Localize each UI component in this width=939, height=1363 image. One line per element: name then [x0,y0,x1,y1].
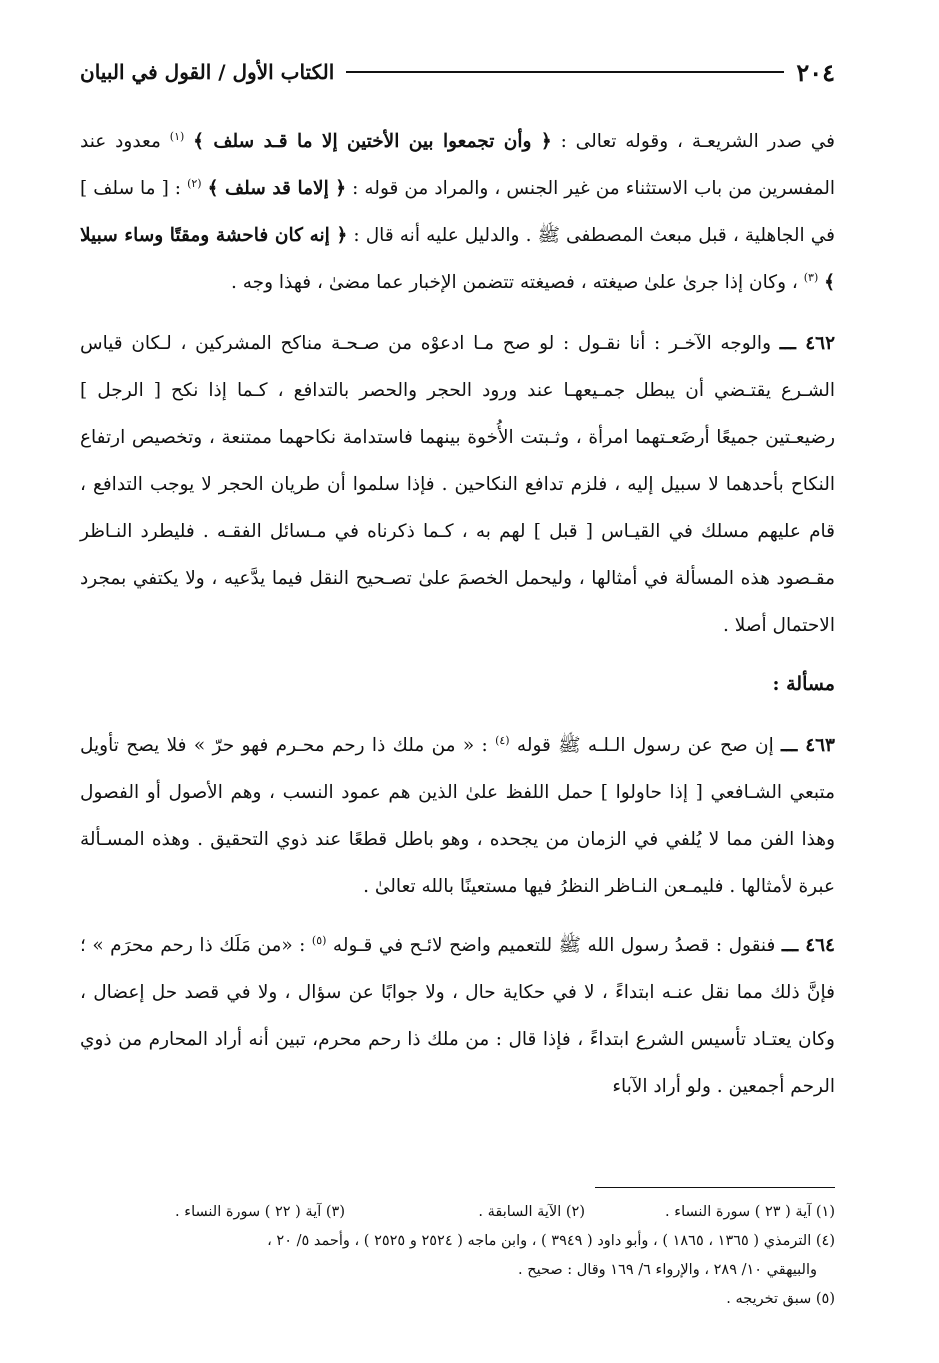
main-text [80,118,835,1122]
quran-verse: ﴿ إنه كان فاحشة ومقتًا وساء سبيلا ﴾ [80,225,835,293]
footnote-ref: (١) [169,129,185,143]
text-segment: معدود عند المفسرين من باب الاستثناء من غير الجنس ، والمراد من قوله : [80,131,835,199]
text-segment: فنقول : قصدُ رسول الله ﷺ للتعميم واضح لائـح في قـوله [332,935,776,956]
page-number: ٢٠٤ [796,57,835,87]
text-segment: في صدر الشريعـة ، وقوله تعالى : [560,131,836,152]
paragraph-463 [80,722,835,910]
footnote-ref: (٤) [495,733,510,747]
paragraph-462 [80,320,835,649]
footnote-ref: (٥) [311,933,327,947]
footnote-ref: (٣) [803,270,819,284]
header-rule [346,71,784,73]
footnote-4: (٤) الترمذي ( ١٣٦٥ ، ١٨٦٥ ) ، وأبو داود ( ٣٩٤٩ ) ، وابن ماجه ( ٢٥٢٤ و ٢٥٢٥ ) ، وأحمد ٥/ ٢٠ ، [267,1233,835,1249]
quran-verse: ﴿ وأن تجمعوا بين الأختين إلا ما قـد سلف ﴾ [193,131,552,152]
chapter-title: الكتاب الأول / القول في البيان [80,60,335,84]
footnote-ref: (٢) [187,176,202,190]
footnote-5: (٥) سبق تخريجه . [726,1291,835,1307]
footnote-3: (٣) آية ( ٢٢ ) سورة النساء . [175,1204,345,1220]
footnote-row [80,1198,835,1227]
text-segment: إن صح عن رسول الـلـه ﷺ قوله [516,735,774,756]
quran-verse: ﴿ إلاما قد سلف ﴾ [207,178,347,199]
footnote-4-continued: والبيهقي ١٠/ ٢٨٩ ، والإرواء ٦/ ١٦٩ وقال : صحيح . [518,1262,817,1278]
footnote-2: (٢) الآية السابقة . [478,1204,585,1220]
paragraph-number: ٤٦٢ ـــ [779,333,836,354]
footnotes [80,1198,835,1314]
paragraph-intro [80,118,835,306]
text-segment: ، وكان إذا جرىٰ علىٰ صيغته ، فصيغته تتضمن الإخبار عما مضىٰ ، فهذا وجه . [230,272,798,293]
paragraph-number: ٤٦٣ ـــ [781,735,835,756]
running-header [80,52,835,92]
paragraph-464 [80,922,835,1110]
text-segment: : «من مَلَك ذا رحم محرَم » ؛ فإنَّ ذلك مما نقل عنـه ابتداءً ، لا في حكاية حال ، ولا جوابًا عن سؤال ، ولا في قصد حل إعضال ، وكان يعتـاد تأسيس الشرع ابتداءً ، فإذا قال : من ملك ذا رحم محرم، تبين أنه أراد المحارم من ذوي الرحم أجمعين . ولو أراد الآباء [80,935,835,1097]
text-segment: : « من ملك ذا رحم محـرم فهو حرّ » فلا يصح تأويل متبعي الشـافعي [ إذا حاولوا ] حمل اللفظ علىٰ الذين هم عمود النسب ، وهم الأصول أو الفصول وهذا الفن مما لا يُلفي في الزمان من يجحده ، وهو باطل قطعًا عند ذوي التحقيق . وهذه المسـألة عبرة لأمثالها . فليمـعن النـاظر النظرُ فيها مستعينًا بالله تعالىٰ . [80,735,835,897]
paragraph-number: ٤٦٤ ـــ [781,935,835,956]
footnote-separator [595,1187,835,1188]
text-segment: : [ ما سلف ] في الجاهلية ، قبل مبعث المصطفى ﷺ . والدليل عليه أنه قال : [80,178,835,246]
footnote-1: (١) آية ( ٢٣ ) سورة النساء . [665,1204,835,1220]
section-heading: مسألة : [772,673,835,695]
paragraph-text: والوجه الآخـر : أنا نقـول : لو صح مـا ادعوْه من صـحـة مناكح المشركين ، لـكان قياس الشـرع يقتـضي أن يبطل جمـيعهـا عند ورود الحجر والحصر بالتدافع ، كـما إذا نكح [ الرجل ] رضيعـتين جميعًا أرضَعـتهما امرأة ، وثـبتت الأُخوة بينهما فاستدامة نكاحهما ممتنعة ، وتخصيص ارتفاع النكاح بأحدهما لا سبيل إليه ، فلزم تدافع النكاحين . فإذا سلموا أن طريان الحجر لا يوجب التدافع ، قام عليهم مسلك في القيـاس [ قبل ] لهم به ، كـما ذكرناه في مـسائل الفقـه . فليطرد النـاظر مقـصود هذه المسألة في أمثالها ، وليحمل الخصمَ علىٰ تصـحيح النقل فيما يدَّعيه ، ولا يكتفي بمجرد الاحتمال أصلا . [80,333,835,636]
